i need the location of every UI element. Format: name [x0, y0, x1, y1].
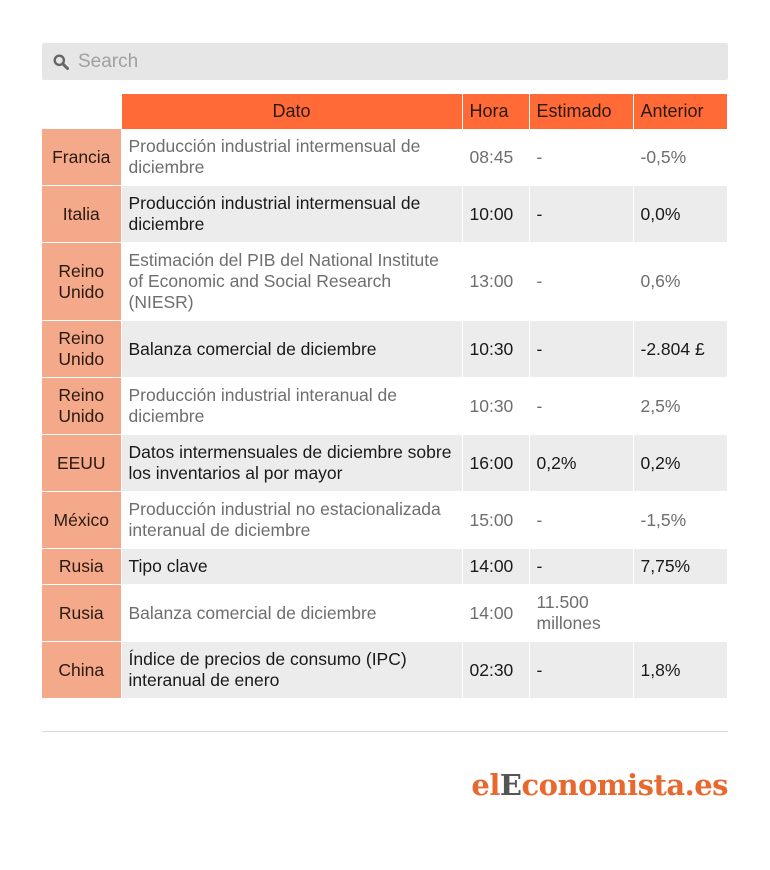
table-row [42, 129, 727, 186]
hora-cell: 16:00 [462, 435, 529, 492]
country-cell: Rusia [42, 549, 121, 585]
table-row [42, 243, 727, 321]
header-country-empty [42, 94, 121, 129]
anterior-cell: 0,0% [633, 186, 727, 243]
estimado-cell: - [529, 642, 633, 699]
anterior-cell: -0,5% [633, 129, 727, 186]
hora-cell: 10:30 [462, 378, 529, 435]
hora-cell: 13:00 [462, 243, 529, 321]
country-cell: México [42, 492, 121, 549]
economic-calendar-table [42, 94, 727, 699]
country-cell: Francia [42, 129, 121, 186]
anterior-cell: 2,5% [633, 378, 727, 435]
country-cell: China [42, 642, 121, 699]
dato-cell: Balanza comercial de diciembre [121, 321, 462, 378]
header-hora: Hora [462, 94, 529, 129]
header-estimado: Estimado [529, 94, 633, 129]
hora-cell: 10:00 [462, 186, 529, 243]
dato-cell: Tipo clave [121, 549, 462, 585]
hora-cell: 02:30 [462, 642, 529, 699]
dato-cell: Índice de precios de consumo (IPC) interanual de enero [121, 642, 462, 699]
dato-cell: Datos intermensuales de diciembre sobre los inventarios al por mayor [121, 435, 462, 492]
logo-rest: conomista.es [521, 768, 728, 802]
anterior-cell: 0,6% [633, 243, 727, 321]
hora-cell: 15:00 [462, 492, 529, 549]
anterior-cell: 7,75% [633, 549, 727, 585]
table-row [42, 321, 727, 378]
table-row [42, 186, 727, 243]
dato-cell: Balanza comercial de diciembre [121, 585, 462, 642]
estimado-cell: - [529, 549, 633, 585]
dato-cell: Producción industrial intermensual de diciembre [121, 186, 462, 243]
country-cell: EEUU [42, 435, 121, 492]
estimado-cell: - [529, 243, 633, 321]
table-row [42, 378, 727, 435]
estimado-cell: 11.500 millones [529, 585, 633, 642]
dato-cell: Producción industrial no estacionalizada interanual de diciembre [121, 492, 462, 549]
estimado-cell: - [529, 129, 633, 186]
estimado-cell: 0,2% [529, 435, 633, 492]
logo-e: E [499, 768, 522, 802]
hora-cell: 10:30 [462, 321, 529, 378]
hora-cell: 14:00 [462, 585, 529, 642]
country-cell: Italia [42, 186, 121, 243]
estimado-cell: - [529, 492, 633, 549]
logo-el: el [471, 768, 500, 802]
dato-cell: Producción industrial intermensual de diciembre [121, 129, 462, 186]
dato-cell: Producción industrial interanual de diciembre [121, 378, 462, 435]
search-bar[interactable] [42, 43, 728, 80]
anterior-cell: 0,2% [633, 435, 727, 492]
anterior-cell: -2.804 £ [633, 321, 727, 378]
hora-cell: 14:00 [462, 549, 529, 585]
dato-cell: Estimación del PIB del National Institute of Economic and Social Research (NIESR) [121, 243, 462, 321]
anterior-cell: -1,5% [633, 492, 727, 549]
anterior-cell: 1,8% [633, 642, 727, 699]
country-cell: Reino Unido [42, 243, 121, 321]
table-header-row [42, 94, 727, 129]
country-cell: Reino Unido [42, 378, 121, 435]
anterior-cell [633, 585, 727, 642]
header-dato: Dato [121, 94, 462, 129]
estimado-cell: - [529, 378, 633, 435]
footer-divider [42, 731, 728, 732]
search-icon [53, 54, 69, 70]
header-anterior: Anterior [633, 94, 727, 129]
table-row [42, 642, 727, 699]
country-cell: Rusia [42, 585, 121, 642]
hora-cell: 08:45 [462, 129, 529, 186]
table-row [42, 549, 727, 585]
table-row [42, 585, 727, 642]
estimado-cell: - [529, 186, 633, 243]
search-input[interactable] [78, 43, 728, 80]
eleconomista-logo[interactable] [471, 768, 728, 802]
table-row [42, 492, 727, 549]
table-row [42, 435, 727, 492]
estimado-cell: - [529, 321, 633, 378]
country-cell: Reino Unido [42, 321, 121, 378]
